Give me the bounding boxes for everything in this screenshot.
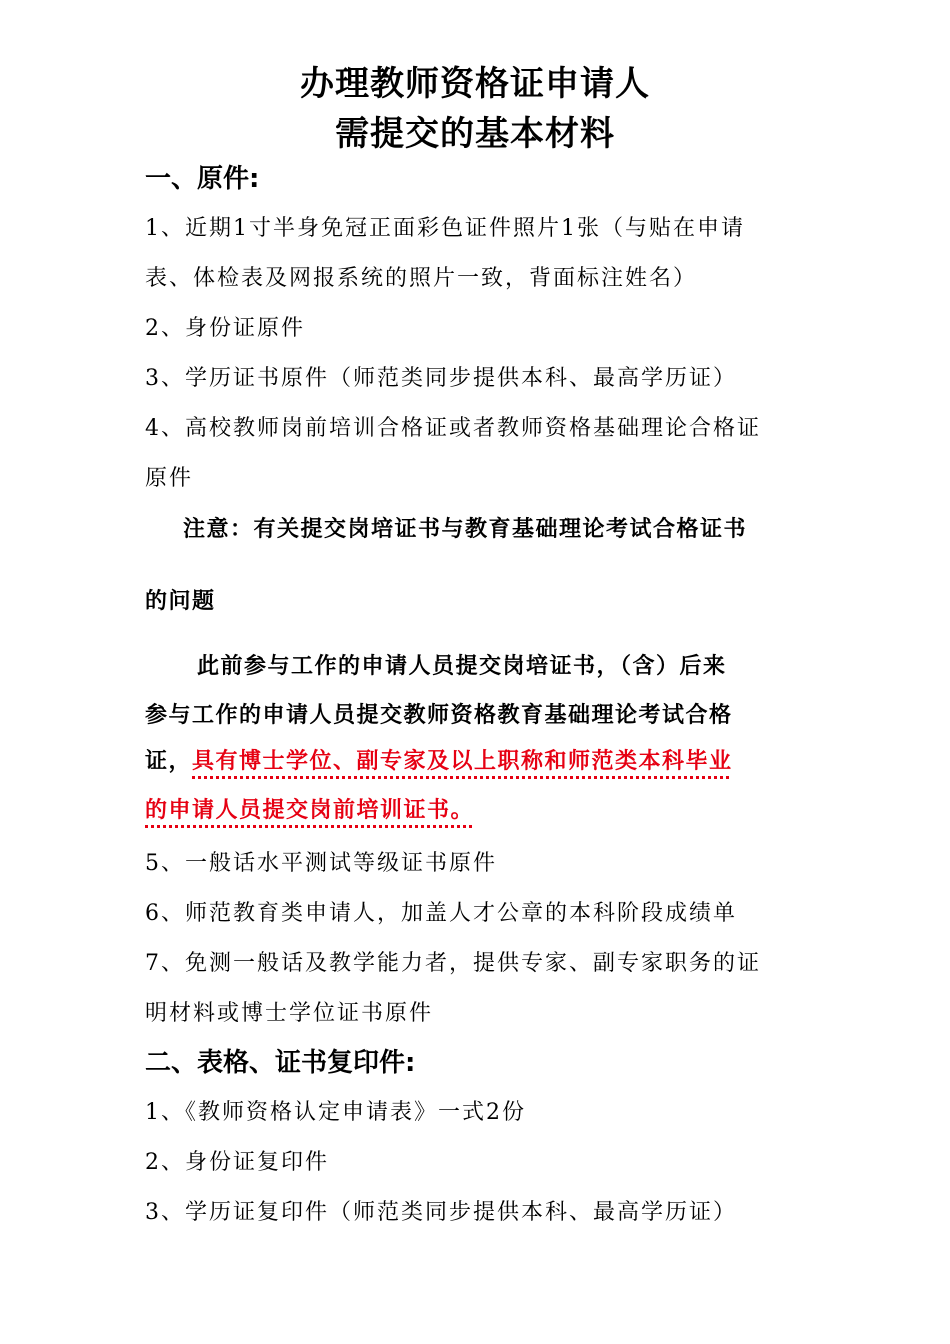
section-1-item-1-line-2: 表、体检表及网报系统的照片一致，背面标注姓名） (145, 266, 698, 291)
document-title-line-2: 需提交的基本材料 (335, 114, 615, 154)
section-1-item-2: 2、身份证原件 (145, 316, 305, 341)
note-paragraph-line-4 (145, 793, 474, 824)
note-paragraph-line-1: 此前参与工作的申请人员提交岗培证书，（含）后来 (197, 654, 727, 679)
section-1-item-7-line-2: 明材料或博士学位证书原件 (145, 1001, 434, 1026)
section-2-item-3: 3、学历证复印件（师范类同步提供本科、最高学历证） (145, 1200, 737, 1225)
note-title-line-2: 的问题 (145, 589, 216, 614)
section-1-item-7-line-1: 7、免测一般话及教学能力者，提供专家、副专家职务的证 (145, 951, 761, 976)
section-1-item-3: 3、学历证书原件（师范类同步提供本科、最高学历证） (145, 366, 737, 391)
section-2-item-2: 2、身份证复印件 (145, 1150, 329, 1175)
section-2-heading: 二、表格、证书复印件: (145, 1048, 416, 1078)
note-paragraph-line-3 (145, 744, 733, 775)
note-highlight-text-2: 的申请人员提交岗前培训证书。 (145, 798, 475, 823)
section-1-item-5: 5、一般话水平测试等级证书原件 (145, 851, 497, 876)
section-1-heading: 一、原件: (145, 164, 260, 194)
note-highlight-text-1: 具有博士学位、副专家及以上职称和师范类本科毕业 (192, 749, 733, 774)
section-1-item-4-line-2: 原件 (145, 466, 194, 491)
section-1-item-1-line-1: 1、近期1寸半身免冠正面彩色证件照片1张（与贴在申请 (145, 216, 745, 241)
section-2-item-1: 1、《教师资格认定申请表》一式2份 (145, 1100, 526, 1125)
note-paragraph-line-3-prefix: 证， (145, 749, 193, 774)
note-title-line-1: 注意：有关提交岗培证书与教育基础理论考试合格证书 (183, 517, 748, 542)
section-1-item-6: 6、师范教育类申请人，加盖人才公章的本科阶段成绩单 (145, 901, 737, 926)
document-title-line-1: 办理教师资格证申请人 (300, 64, 650, 104)
note-paragraph-line-2: 参与工作的申请人员提交教师资格教育基础理论考试合格 (145, 703, 733, 728)
section-1-item-4-line-1: 4、高校教师岗前培训合格证或者教师资格基础理论合格证 (145, 416, 761, 441)
